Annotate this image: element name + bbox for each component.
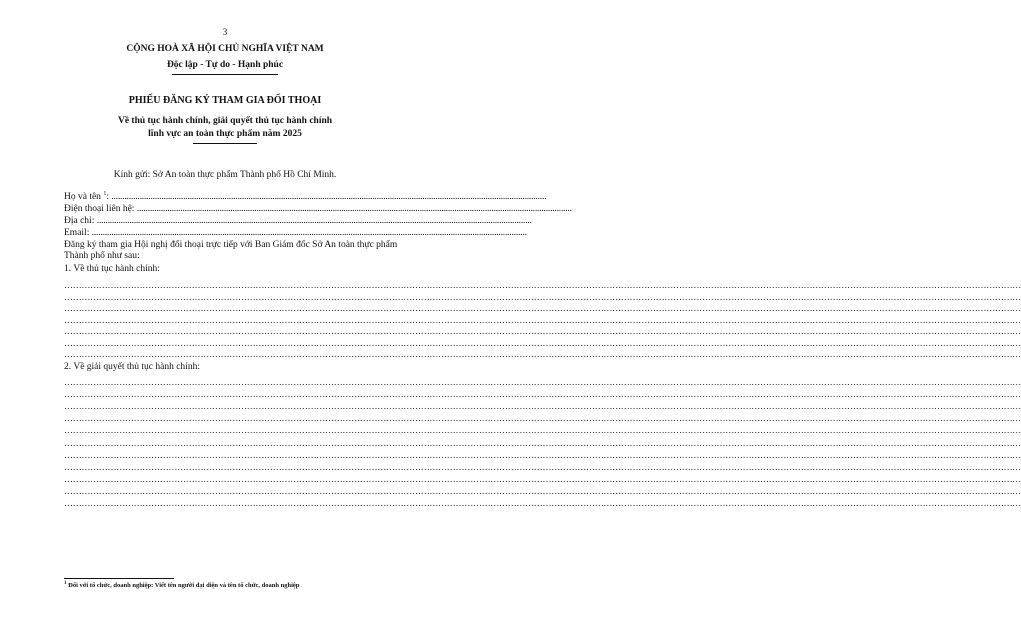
section2-answer-line[interactable]: …………………………………………………………………………………………………………………………………………………………………………………………………………………………………………………………………………………………………… bbox=[64, 498, 1021, 508]
section1-answer-line[interactable]: …………………………………………………………………………………………………………………………………………………………………………………………………………………………………………………………………………………………………… bbox=[64, 337, 1021, 348]
name-field[interactable] bbox=[64, 190, 547, 202]
footnote-text: Đối với tổ chức, doanh nghiệp: Viết tên người đại diện và tên tổ chức, doanh nghiệp bbox=[68, 582, 300, 590]
section2-answer-line[interactable]: …………………………………………………………………………………………………………………………………………………………………………………………………………………………………………………………………………………………………… bbox=[64, 389, 1021, 400]
greeting: Kính gửi: Sở An toàn thực phẩm Thành phố Hồ Chí Minh. bbox=[113, 170, 337, 180]
section2-answer-line[interactable]: …………………………………………………………………………………………………………………………………………………………………………………………………………………………………………………………………………………………………… bbox=[64, 485, 1021, 496]
footnote bbox=[64, 581, 299, 589]
phone-label: Điện thoại liên hệ: bbox=[64, 204, 135, 214]
address-label: Địa chỉ: bbox=[64, 216, 95, 226]
section1-answer-line[interactable]: …………………………………………………………………………………………………………………………………………………………………………………………………………………………………………………………………………………………………… bbox=[64, 280, 1021, 290]
footnote-rule bbox=[64, 578, 174, 579]
section1-answer-line[interactable]: …………………………………………………………………………………………………………………………………………………………………………………………………………………………………………………………………………………………………… bbox=[64, 303, 1021, 313]
motto-underline bbox=[172, 74, 278, 75]
address-field[interactable] bbox=[64, 216, 532, 226]
email-label: Email: bbox=[64, 228, 90, 238]
section1-answer-line[interactable]: …………………………………………………………………………………………………………………………………………………………………………………………………………………………………………………………………………………………………… bbox=[64, 349, 1021, 359]
registration-text: Đăng ký tham gia Hội nghị đối thoại trực tiếp với Ban Giám đốc Sở An toàn thực phẩm Thành phố như sau: bbox=[64, 240, 398, 261]
footnote-ref: 1 bbox=[103, 190, 107, 197]
section2-answer-line[interactable]: …………………………………………………………………………………………………………………………………………………………………………………………………………………………………………………………………………………………………… bbox=[64, 437, 1021, 448]
section2-answer-line[interactable]: …………………………………………………………………………………………………………………………………………………………………………………………………………………………………………………………………………………………………… bbox=[64, 449, 1021, 460]
section2-answer-line[interactable]: …………………………………………………………………………………………………………………………………………………………………………………………………………………………………………………………………………………………………… bbox=[64, 413, 1021, 424]
phone-field[interactable] bbox=[64, 204, 572, 214]
footnote-number: 1 bbox=[64, 581, 67, 586]
name-label: Họ và tên bbox=[64, 192, 101, 202]
section1-answer-line[interactable]: …………………………………………………………………………………………………………………………………………………………………………………………………………………………………………………………………………………………………… bbox=[64, 326, 1021, 336]
form-title: PHIẾU ĐĂNG KÝ THAM GIA ĐỐI THOẠI bbox=[128, 95, 322, 106]
email-field[interactable] bbox=[64, 228, 527, 238]
section2-heading: 2. Về giải quyết thủ tục hành chính: bbox=[64, 362, 200, 372]
section2-answer-line[interactable]: …………………………………………………………………………………………………………………………………………………………………………………………………………………………………………………………………………………………………… bbox=[64, 377, 1021, 387]
section2-answer-line[interactable]: …………………………………………………………………………………………………………………………………………………………………………………………………………………………………………………………………………………………………… bbox=[64, 461, 1021, 472]
form-subtitle-line1: Về thủ tục hành chính, giải quyết thủ tục hành chính bbox=[117, 116, 333, 126]
subtitle-underline bbox=[193, 143, 257, 144]
section1-heading: 1. Về thủ tục hành chính: bbox=[64, 264, 160, 274]
nation-heading: CỘNG HOÀ XÃ HỘI CHỦ NGHĨA VIỆT NAM bbox=[126, 44, 324, 54]
section2-answer-line[interactable]: …………………………………………………………………………………………………………………………………………………………………………………………………………………………………………………………………………………………………… bbox=[64, 425, 1021, 436]
page-number: 3 bbox=[222, 27, 228, 37]
name-dotted-line: ........................................................................................................................................................................................................ bbox=[111, 192, 547, 202]
phone-dotted-line: ........................................................................................................................................................................................................ bbox=[136, 204, 572, 214]
name-label-colon: : bbox=[106, 192, 109, 202]
form-subtitle-line2: lĩnh vực an toàn thực phẩm năm 2025 bbox=[148, 129, 302, 139]
email-dotted-line: ........................................................................................................................................................................................................ bbox=[91, 228, 527, 238]
section1-answer-line[interactable]: …………………………………………………………………………………………………………………………………………………………………………………………………………………………………………………………………………………………………… bbox=[64, 291, 1021, 302]
section1-answer-line[interactable]: …………………………………………………………………………………………………………………………………………………………………………………………………………………………………………………………………………………………………… bbox=[64, 314, 1021, 325]
section2-answer-line[interactable]: …………………………………………………………………………………………………………………………………………………………………………………………………………………………………………………………………………………………………… bbox=[64, 401, 1021, 412]
address-dotted-line: ........................................................................................................................................................................................................ bbox=[96, 216, 532, 226]
section2-answer-line[interactable]: …………………………………………………………………………………………………………………………………………………………………………………………………………………………………………………………………………………………………… bbox=[64, 473, 1021, 484]
motto: Độc lập - Tự do - Hạnh phúc bbox=[166, 60, 284, 70]
